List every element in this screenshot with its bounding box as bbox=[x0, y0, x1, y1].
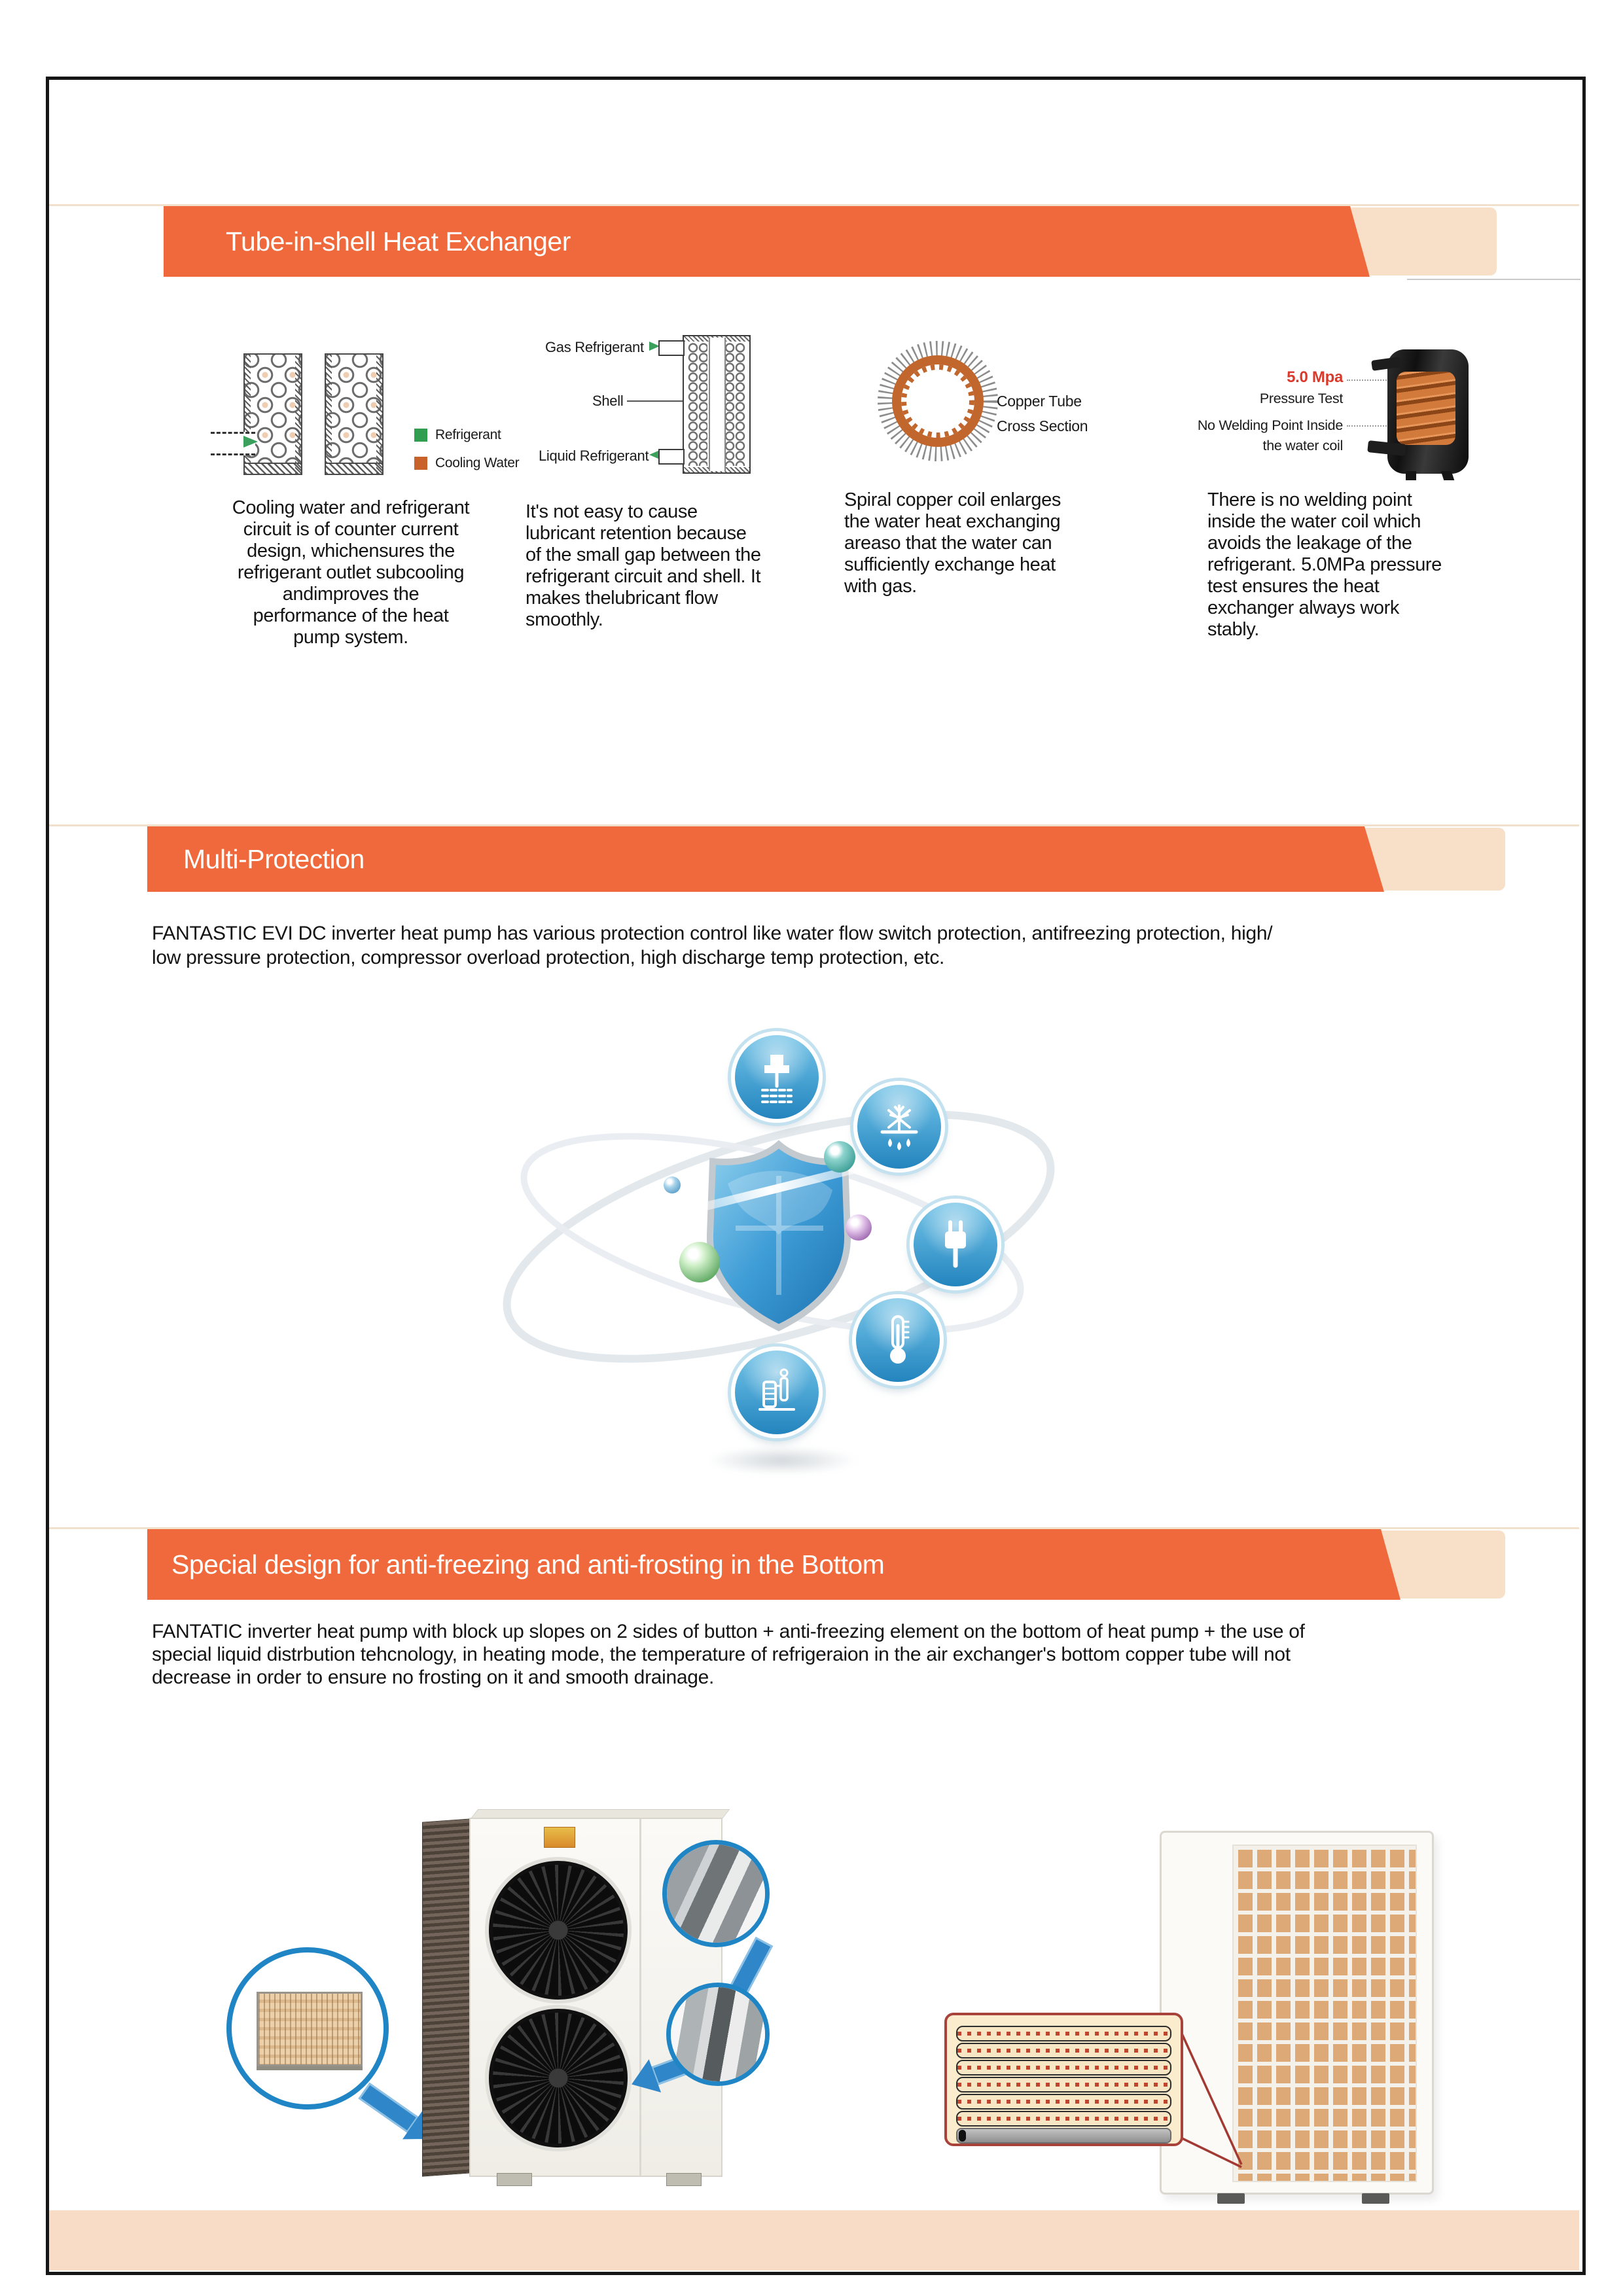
copper-coil bbox=[1397, 372, 1455, 445]
bottom-pipe-detail bbox=[662, 1840, 770, 1947]
fan-top bbox=[485, 1857, 632, 2004]
label-liquid-refrigerant: Liquid Refrigerant bbox=[539, 448, 649, 464]
sphere-green bbox=[679, 1242, 720, 1282]
label-gas-refrigerant: Gas Refrigerant bbox=[545, 339, 644, 355]
thermometer-icon bbox=[865, 1307, 931, 1373]
tank-leader-bottom bbox=[1347, 425, 1389, 428]
special-design-paragraph: FANTATIC inverter heat pump with block up slopes on 2 sides of button + anti-freezing element on the bottom of heat pump + the use of special liquid distrbution tehcnology, in heating mode, the temperature of refrigeraion in the air exchanger's bottom copper tube will not decrease in order to ensure no frosting on it and smooth drainage. bbox=[152, 1621, 1305, 1688]
legend-refrigerant bbox=[414, 427, 501, 443]
unit-side-coil bbox=[422, 1818, 471, 2176]
section-title-tube: Tube-in-shell Heat Exchanger bbox=[226, 226, 571, 256]
protection-badge bbox=[731, 1031, 823, 1123]
sphere-blue bbox=[664, 1176, 681, 1193]
tank-labels bbox=[1171, 366, 1343, 456]
legend-label: Refrigerant bbox=[435, 427, 501, 442]
flow-arrow-icon bbox=[243, 436, 258, 448]
legend-label: Cooling Water bbox=[435, 455, 520, 470]
unit-foot bbox=[666, 2173, 702, 2186]
protection-badge bbox=[910, 1199, 1001, 1290]
section-title-special: Special design for anti-freezing and anti-frosting in the Bottom bbox=[171, 1549, 885, 1580]
banner-edge-line bbox=[1407, 279, 1580, 280]
water-coil-tank bbox=[1387, 349, 1469, 474]
gas-stub-pipe bbox=[658, 340, 685, 356]
pipe-detail-callout-top bbox=[662, 1840, 770, 1947]
panel-foot bbox=[1362, 2193, 1389, 2204]
legend-cooling-water bbox=[414, 455, 519, 471]
tube-tower-left bbox=[243, 353, 302, 475]
pressure-test-label: Pressure Test bbox=[1259, 391, 1343, 406]
paragraph-no-welding: There is no welding point inside the water coil which avoids the leakage of the refrigerant. 5.0MPa pressure test ensures the heat exchanger always work stably. bbox=[1207, 489, 1442, 640]
pipe-detail-callout-bottom bbox=[666, 1983, 770, 2086]
warning-label bbox=[544, 1827, 575, 1848]
protection-badge bbox=[852, 1294, 944, 1386]
cooling-water-swatch-icon bbox=[414, 457, 427, 470]
pressure-value: 5.0 Mpa bbox=[1287, 368, 1343, 386]
section-banner-multi bbox=[147, 826, 1505, 892]
tank-leader-top bbox=[1347, 380, 1389, 382]
bottom-pipe-detail bbox=[666, 1983, 770, 2086]
multi-protection-paragraph: FANTASTIC EVI DC inverter heat pump has various protection control like water flow switch protection, antifreezing protection, high/ low pressure protection, compressor overload protection, high discharge temp protection, etc. bbox=[152, 923, 1273, 968]
copper-tube-cross-section bbox=[876, 339, 1000, 463]
sphere-teal bbox=[824, 1141, 855, 1173]
power-plug-icon bbox=[923, 1212, 988, 1277]
fin-detail-callout bbox=[226, 1947, 389, 2110]
paragraph-lubricant: It's not easy to cause lubricant retention because of the small gap between the refrigerant circuit and shell. It makes thelubricant flow smoothly. bbox=[526, 501, 761, 630]
liquid-stub-pipe bbox=[658, 449, 685, 465]
compressor-icon bbox=[744, 1360, 810, 1425]
paragraph-counter-current: Cooling water and refrigerant circuit is of counter current design, whichensures the refrigerant outlet subcooling andimproves the performance of the heat pump system. bbox=[232, 497, 470, 648]
sphere-purple bbox=[846, 1214, 872, 1241]
liquid-distribution-callout bbox=[944, 2013, 1183, 2146]
label-cross-section: Cross Section bbox=[997, 417, 1088, 434]
footer-accent-bar bbox=[49, 2210, 1579, 2270]
no-welding-label: No Welding Point Inside bbox=[1197, 417, 1343, 433]
fan-bottom bbox=[485, 2005, 632, 2151]
water-coil-label: the water coil bbox=[1262, 438, 1343, 453]
water-flow-switch-icon bbox=[744, 1044, 810, 1110]
unit-foot bbox=[497, 2173, 532, 2186]
protection-badge bbox=[853, 1081, 945, 1173]
label-copper-tube: Copper Tube bbox=[997, 393, 1082, 410]
tube-tower-right bbox=[325, 353, 383, 475]
paragraph-spiral-coil: Spiral copper coil enlarges the water heat exchanging areaso that the water can sufficiently exchange heat with gas. bbox=[844, 489, 1061, 597]
section-banner-tube bbox=[164, 206, 1497, 277]
refrigerant-swatch-icon bbox=[414, 429, 427, 442]
panel-foot bbox=[1217, 2193, 1245, 2204]
evaporator-fin-detail bbox=[257, 1992, 363, 2066]
label-shell: Shell bbox=[592, 393, 624, 409]
section-banner-special bbox=[147, 1529, 1505, 1600]
shield-shadow bbox=[707, 1446, 857, 1475]
anti-freezing-icon bbox=[866, 1094, 932, 1159]
shell-diagram bbox=[683, 335, 751, 474]
anti-freezing-element bbox=[956, 2128, 1171, 2144]
protection-badge bbox=[731, 1347, 823, 1438]
shell-leader-line bbox=[627, 400, 683, 402]
section-title-multi: Multi-Protection bbox=[183, 844, 365, 874]
